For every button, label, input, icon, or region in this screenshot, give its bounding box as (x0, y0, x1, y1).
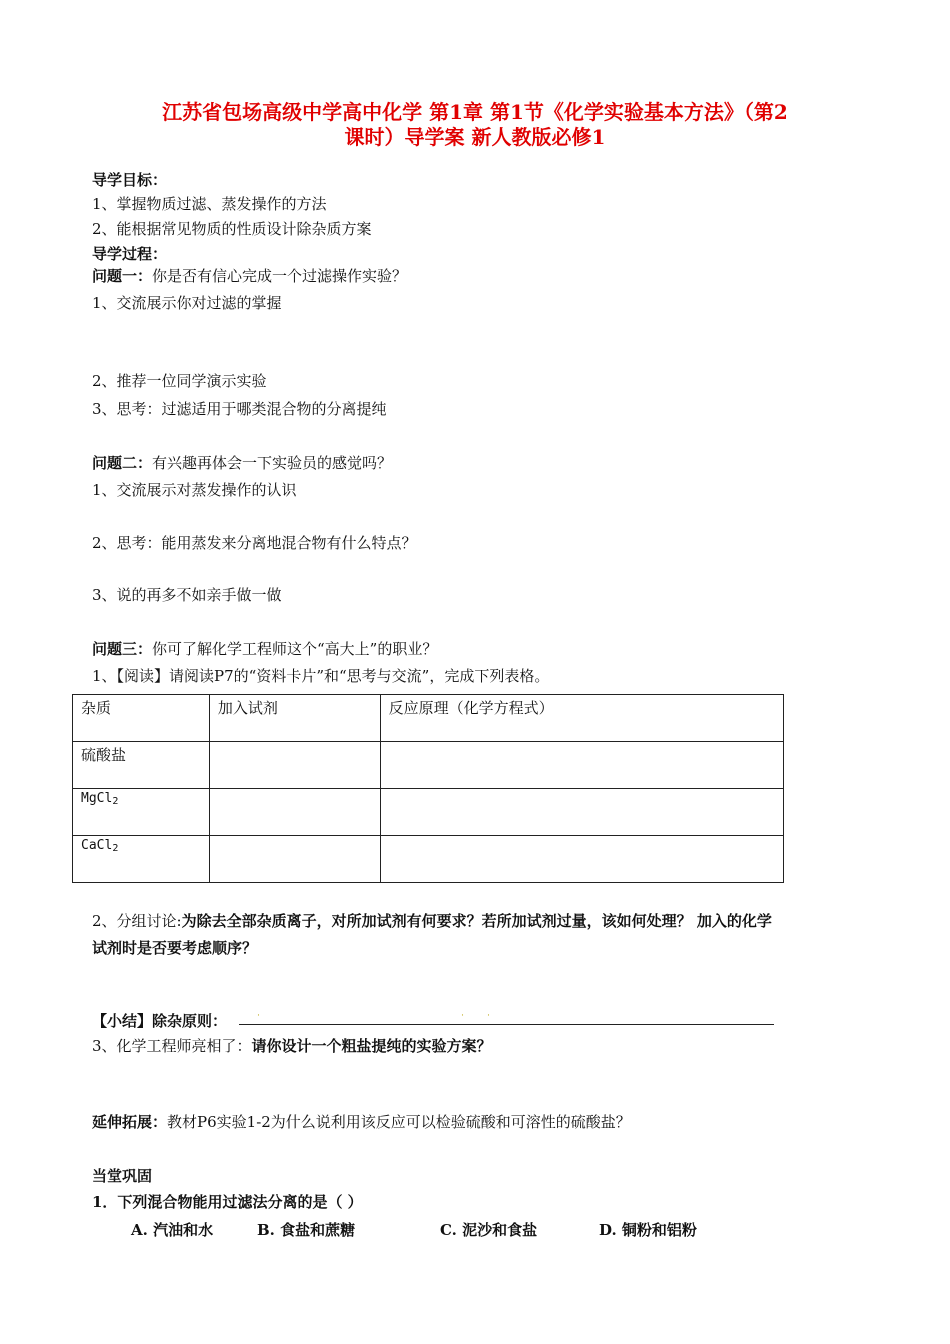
question-1-item: 1、交流展示你对过滤的掌握 (92, 294, 282, 312)
engineer-task (92, 1037, 492, 1055)
reagent-cell[interactable] (209, 836, 380, 883)
option-d[interactable]: D. 铜粉和铝粉 (599, 1221, 697, 1239)
question-1-text: 你是否有信心完成一个过滤操作实验？ (152, 267, 408, 285)
table-row (73, 836, 784, 883)
extension (92, 1113, 631, 1131)
question-2-item: 2、思考：能用蒸发来分离地混合物有什么特点？ (92, 534, 417, 552)
dot-mark: ˙ (460, 1014, 465, 1025)
discussion-question: 为除去全部杂质离子，对所加试剂有何要求？若所加试剂过量，该如何处理？ 加入的化学 (181, 912, 772, 930)
practice-question: 1．下列混合物能用过滤法分离的是（ ） (92, 1193, 363, 1211)
table-row (73, 742, 784, 789)
question-1-item: 2、推荐一位同学演示实验 (92, 372, 267, 390)
table-row (73, 789, 784, 836)
dot-mark: ˙ (486, 1014, 491, 1025)
option-c[interactable]: C. 泥沙和食盐 (440, 1221, 538, 1239)
extension-label: 延伸拓展： (92, 1113, 168, 1131)
engineer-prefix: 3、化学工程师亮相了： (92, 1037, 252, 1055)
reagent-cell[interactable] (209, 742, 380, 789)
table-header: 加入试剂 (209, 695, 380, 742)
discussion-prefix: 2、分组讨论: (92, 912, 182, 930)
question-2-text: 有兴趣再体会一下实验员的感觉吗？ (152, 454, 393, 472)
question-2-item: 3、说的再多不如亲手做一做 (92, 586, 282, 604)
summary-label: 【小结】除杂原则： (92, 1012, 228, 1030)
document-title-line-2: 课时）导学案 新人教版必修1 (344, 125, 606, 149)
discussion-question-cont: 试剂时是否要考虑顺序？ (92, 939, 258, 957)
question-2-item: 1、交流展示对蒸发操作的认识 (92, 481, 297, 499)
equation-cell[interactable] (380, 836, 783, 883)
question-1-item: 3、思考：过滤适用于哪类混合物的分离提纯 (92, 400, 387, 418)
table-header-row (73, 695, 784, 742)
question-1-label: 问题一： (92, 267, 153, 285)
engineer-question: 请你设计一个粗盐提纯的实验方案？ (251, 1037, 492, 1055)
practice-heading: 当堂巩固 (92, 1167, 153, 1185)
question-3-label: 问题三： (92, 640, 153, 658)
question-3-text: 你可了解化学工程师这个“高大上”的职业？ (152, 640, 438, 658)
objective-item: 1、掌握物质过滤、蒸发操作的方法 (92, 195, 327, 213)
objectives-heading: 导学目标： (92, 171, 168, 189)
document-title-line-1: 江苏省包场高级中学高中化学 第1章 第1节《化学实验基本方法》（第2 (162, 100, 788, 124)
impurity-cell: CaCl$_2$ (73, 836, 210, 883)
question-3 (92, 640, 437, 658)
question-2-label: 问题二： (92, 454, 153, 472)
equation-cell[interactable] (380, 742, 783, 789)
table-header: 反应原理（化学方程式） (380, 695, 783, 742)
impurity-table (72, 694, 784, 883)
equation-cell[interactable] (380, 789, 783, 836)
process-heading: 导学过程： (92, 245, 168, 263)
reading-instruction: 1、【阅读】请阅读P7的“资料卡片”和“思考与交流”，完成下列表格。 (92, 667, 550, 685)
reagent-cell[interactable] (209, 789, 380, 836)
impurity-cell: 硫酸盐 (73, 742, 210, 789)
summary-answer-line[interactable] (239, 1024, 774, 1025)
dot-mark: ˙ (256, 1014, 261, 1025)
option-b[interactable]: B. 食盐和蔗糖 (257, 1221, 356, 1239)
question-1 (92, 267, 407, 285)
extension-text: 教材P6实验1-2为什么说利用该反应可以检验硫酸和可溶性的硫酸盐？ (167, 1113, 631, 1131)
group-discussion (92, 912, 772, 930)
impurity-cell: MgCl$_2$ (73, 789, 210, 836)
option-a[interactable]: A. 汽油和水 (131, 1221, 214, 1239)
objective-item: 2、能根据常见物质的性质设计除杂质方案 (92, 220, 372, 238)
question-2 (92, 454, 392, 472)
table-header: 杂质 (73, 695, 210, 742)
